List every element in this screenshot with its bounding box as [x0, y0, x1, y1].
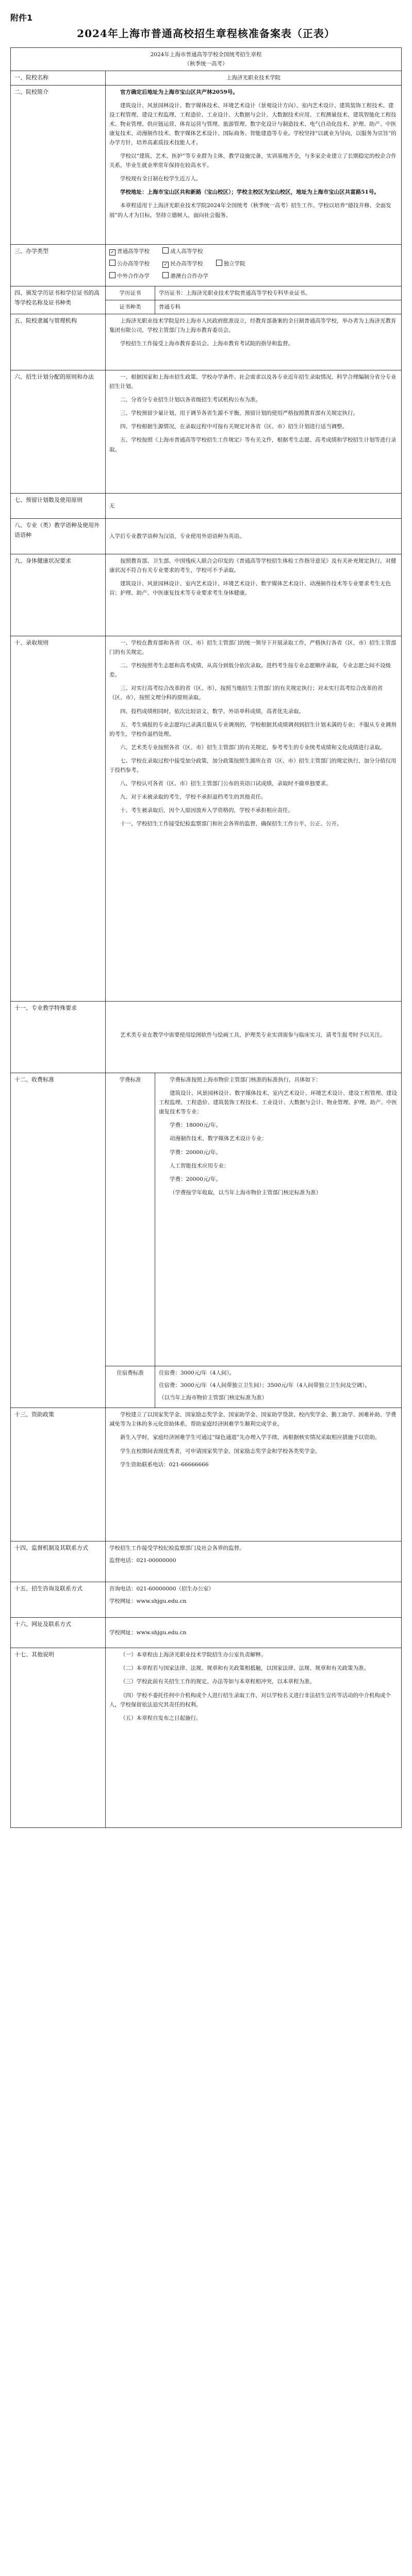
row-reserved-plan	[11, 494, 402, 519]
option-sino-foreign: 中外合作办学	[109, 273, 150, 279]
checkbox-checked-icon: ✓	[109, 249, 116, 256]
row-affiliation	[11, 314, 402, 370]
intro-para: 官方确定后地址为上海市宝山区共产林2059号。	[120, 89, 238, 95]
row-consultation	[11, 1582, 402, 1618]
checkbox-checked-icon: ✓	[162, 262, 169, 268]
row-certificate-1	[11, 286, 402, 300]
school-type-label: 三、办学类型	[11, 245, 106, 286]
intro-row	[11, 48, 402, 71]
other-notes-label: 十七、其他说明	[11, 1648, 106, 1828]
option-private: ✓ 民办高等学校	[162, 261, 203, 267]
rule-para: 十一、学校招生工作接受纪检监察部门和社会各界的监督，确保招生工作公平、公正、公开。	[120, 820, 342, 827]
aid-policy-label: 十三、资助政策	[11, 1408, 106, 1541]
health-label: 九、身体健康状况要求	[11, 554, 106, 636]
supervision-value	[106, 1541, 402, 1582]
option-adult: 成人高等学校	[162, 248, 203, 255]
charter-subtitle: （秋季统一高考）	[184, 61, 228, 67]
rule-para: 四、投档成绩相同时，依次比较语文、数学、外语单科成绩，高者优先录取。	[120, 708, 304, 715]
intro-para: 学校以“建筑、艺术、医护”等专业群为主体，教学设施完备，实训基地齐全，与多家企业建立了长期稳定的校企合作关系，毕业生就业率常年保持在较高水平。	[109, 153, 397, 169]
row-other-notes	[11, 1648, 402, 1828]
supervision-phone: 监督电话：021-00000000	[109, 1557, 176, 1564]
fee-label: 十二、收费标准	[11, 1073, 106, 1408]
plan-allocation-label: 六、招生计划分配的原则和办法	[11, 370, 106, 494]
checkbox-empty-icon	[162, 272, 169, 278]
rule-para: 五、考生填报的专业志愿均已录满且服从专业调剂的，学校根据其成绩调剂到招生计划未满的专业；不服从专业调剂的考生，学校作退档处理。	[109, 721, 397, 737]
school-name-label: 一、院校名称	[11, 71, 106, 86]
document-title: 2024年上海市普通高校招生章程核准备案表（正表）	[77, 27, 335, 40]
intro-para: 学校地址：上海市宝山区共和新路（宝山校区）；学校主校区为宝山校区，地址为上海市宝山区共富路51号。	[120, 189, 380, 196]
reserved-plan-value: 无	[106, 494, 402, 519]
aid-para: 学生在校期间表现优秀者，可申请国家奖学金、国家励志奖学金和学校各类奖学金。	[120, 1448, 321, 1454]
plan-para: 二、分省分专业招生计划以各省级招生考试机构公布为准。	[120, 397, 261, 403]
dorm-para: 住宿费：3000元/年（4人间带独立卫生间）；3500元/年（4人间带独立卫生间及空调）。	[159, 1382, 370, 1389]
fee-para: 学费标准按照上海市物价主管部门核准的标准执行，具体如下：	[170, 1077, 321, 1083]
school-intro-label: 二、院校简介	[11, 86, 106, 245]
plan-para: 五、学校按照《上海市普通高等学校招生工作规定》等有关文件，根据考生志愿、高考成绩和学校招生计划等进行录取。	[109, 437, 397, 453]
certificate-sub-label: 学历证书	[106, 286, 155, 300]
dorm-para: 住宿费：3000元/年（4人间）。	[159, 1370, 235, 1377]
dorm-sub-label: 住宿费标准	[106, 1366, 155, 1408]
language-value: 入学后专业教学语种为汉语，专业使用外语语种为英语。	[106, 519, 402, 554]
row-language	[11, 519, 402, 554]
language-label: 八、专业（类）教学语种及使用外语语种	[11, 519, 106, 554]
charter-name: 2024年上海市普通高等学校全国统考招生章程	[150, 52, 262, 58]
consultation-value	[106, 1582, 402, 1618]
row-fee-tuition	[11, 1073, 402, 1366]
affiliation-value	[106, 314, 402, 370]
rule-para: 二、学校按照考生志愿和高考成绩，从高分到低分依次录取。进档考生按专业志愿顺序录取，专业志愿之间不设级差。	[109, 663, 391, 679]
teaching-requirements-value	[106, 1002, 402, 1073]
certificate-label: 四、颁发学历证书和学位证书的高等学校名称及证书种类	[11, 286, 106, 314]
admission-rules-label: 十、录取规则	[11, 636, 106, 1002]
row-teaching-requirements	[11, 1002, 402, 1073]
fee-para: 学费：20000元/年。	[170, 1176, 221, 1182]
row-plan-allocation	[11, 370, 402, 494]
row-admission-rules	[11, 636, 402, 1002]
aid-para: 学校建立了以国家奖学金、国家励志奖学金、国家助学金、国家助学贷款、校内奖学金、勤工助学、困难补助、学费减免等为主体的多元化资助体系，帮助家庭经济困难学生顺利完成学业。	[109, 1412, 397, 1428]
aid-para: 学生资助联系电话：021-66666666	[120, 1461, 209, 1468]
row-school-name	[11, 71, 402, 86]
plan-para: 四、学校根据生源情况，在录取过程中可按有关规定对各省（区、市）招生计划进行适当调整。	[120, 423, 348, 430]
checkbox-empty-icon	[162, 247, 169, 253]
health-para: 建筑设计、风景园林设计、室内艺术设计、环境艺术设计、数字媒体艺术设计、动漫制作技术等专业要求考生无色盲；护理、助产、中医康复技术等专业要求考生身体健康。	[109, 581, 391, 597]
plan-para: 三、学校预留少量计划，用于调节各省生源不平衡，预留计划的使用严格按照教育部有关规定执行。	[120, 410, 358, 417]
rule-para: 三、对实行高考综合改革的省（区、市），按照当地招生主管部门的有关规定执行；对未实行高考综合改革的省（区、市），按照文理分科的原则录取。	[109, 685, 383, 701]
rule-para: 六、艺术类专业按照各省（区、市）招生主管部门的有关规定，参考考生的专业统考成绩和文化成绩进行录取。	[120, 744, 386, 751]
row-aid-policy	[11, 1408, 402, 1541]
checkbox-empty-icon	[109, 272, 116, 278]
option-independent: 独立学院	[216, 261, 245, 267]
rule-para: 一、学校在教育部和各省（区、市）招生主管部门的统一领导下开展录取工作，严格执行各省（区、市）招生主管部门的有关规定。	[109, 640, 397, 656]
intro-para: 建筑设计、风景园林设计、数字媒体技术、环境艺术设计（景观设计方向）、室内艺术设计、建筑装饰工程技术、建设工程管理、建设工程监理、工程造价、工业设计、大数据与会计、大数据技术应用、工程测量技术、建筑智能化工程技术、物业管理、供应链运营、体育运营与管理、旅游管理、数字化设计与制造技术、电气自动化技术、护理、助产、中医康复技术、动漫制作技术、数字媒体艺术设计、国际商务、智能建造等专业。学校坚持“以就业为导向，以服务为宗旨”的办学方针，培养高素质技术技能人才。	[109, 103, 397, 146]
aid-policy-value	[106, 1408, 402, 1541]
fee-para: 建筑设计、风景园林设计、数字媒体技术、室内艺术设计、环境艺术设计、建设工程管理、建设工程监理、工程造价、建筑装饰工程技术、工业设计、大数据与会计、物业管理、护理、助产、中医康复技术等专业：	[159, 1090, 397, 1115]
option-regular: ✓ 普通高等学校	[109, 248, 150, 255]
fee-para: （学费按学年收取，以当年上海市物价主管部门核定标准为准）	[170, 1189, 321, 1196]
fee-para: 人工智能技术应用专业：	[170, 1162, 229, 1169]
document-page	[10, 0, 402, 1828]
notes-para: （三）学校此前有关招生工作的规定、办法等如与本章程相冲突，以本章程为准。	[120, 1679, 315, 1685]
consultation-phone: 咨询电话：021-60000000（招生办公室）	[109, 1586, 215, 1592]
teaching-para: 艺术类专业在教学中需要使用绘图软件与绘画工具，护理类专业实训需参与临床实习，请考生报考时予以关注。	[120, 1032, 386, 1039]
consultation-label: 十五、招生咨询及联系方式	[11, 1582, 106, 1618]
school-intro-value	[106, 86, 402, 245]
rule-para: 九、对于未被录取的考生，学校不承担退档考生的其他责任。	[120, 793, 267, 800]
notes-para: （二）本章程若与国家法律、法规、规章和有关政策相抵触，以国家法律、法规、规章和有关政策为准。	[120, 1665, 369, 1672]
health-value	[106, 554, 402, 636]
teaching-requirements-label: 十一、专业教学特殊要求	[11, 1002, 106, 1073]
tuition-sub-label: 学费标准	[106, 1073, 155, 1366]
fee-para: 学费：18000元/年。	[170, 1122, 221, 1129]
row-supervision	[11, 1541, 402, 1582]
affiliation-label: 五、院校隶属与管理机构	[11, 314, 106, 370]
notes-para: （四）学校不委托任何中介机构或个人进行招生录取工作，对以学校名义进行非法招生宣传等活动的中介机构或个人，学校保留依法追究其责任的权利。	[109, 1692, 391, 1708]
reserved-plan-label: 七、预留计划数及使用原则	[11, 494, 106, 519]
fee-para: 动漫制作技术、数字媒体艺术设计专业：	[170, 1136, 267, 1142]
website-value: 学校网址：www.shjgu.edu.cn	[106, 1618, 402, 1648]
notes-para: （五）本章程自发布之日起施行。	[120, 1715, 202, 1721]
dorm-value	[155, 1366, 402, 1408]
row-school-type	[11, 245, 402, 286]
school-name-value: 上海济光职业技术学院	[106, 71, 402, 86]
website-label: 十六、网址及联系方式	[11, 1618, 106, 1648]
supervision-para: 学校招生工作接受学校纪检监察部门及社会各界的监督。	[109, 1545, 245, 1552]
rule-para: 十、考生被录取后，因个人原因放弃入学资格的，学校不承担相应责任。	[120, 807, 293, 814]
notes-para: （一）本章程由上海济光职业技术学院招生办公室负责解释。	[120, 1652, 267, 1658]
health-para: 按照教育部、卫生部、中国残疾人联合会印发的《普通高等学校招生体检工作指导意见》及有关补充规定执行，对健康状况不符合有关专业要求的考生，学校可不予录取。	[109, 558, 397, 574]
fee-para: 学费：20000元/年。	[170, 1149, 221, 1156]
certificate-value: 学历证书：上海济光职业技术学院普通高等学校专科毕业证书。	[155, 286, 402, 300]
aid-para: 新生入学时，家庭经济困难学生可通过“绿色通道”先办理入学手续，再根据核实情况采取相应措施予以资助。	[120, 1434, 381, 1441]
rule-para: 八、学校认可各省（区、市）招生主管部门公布的英语口试成绩，录取时不做单独要求。	[120, 780, 332, 787]
intro-para: 本章程适用于上海济光职业技术学院2024年全国统考（秋季统一高考）招生工作。学校以培养“德技并修、全面发展”的人才为目标，坚持立德树人，面向社会服务。	[109, 202, 391, 218]
plan-para: 一、根据国家和上海市招生政策、学校办学条件、社会需求以及各专业近年招生录取情况，科学合理编制分省分专业招生计划。	[109, 374, 397, 390]
attachment-label: 附件1	[10, 13, 33, 23]
certificate-type-value: 普通专科	[155, 300, 402, 314]
tuition-value	[155, 1073, 402, 1366]
intro-para: 学校现有全日制在校学生近万人。	[120, 176, 202, 182]
option-hk-macao-tw: 港澳台合作办学	[162, 273, 208, 279]
affiliation-para: 上海济光职业技术学院是经上海市人民政府批准设立，经教育部备案的全日制普通高等学校，举办者为上海济光教育集团有限公司，学校主管部门为上海市教育委员会。	[109, 318, 397, 334]
school-type-options	[106, 245, 402, 286]
certificate-type-label: 证书种类	[106, 300, 155, 314]
row-website	[11, 1618, 402, 1648]
checkbox-empty-icon	[109, 260, 116, 266]
option-public: 公办高等学校	[109, 261, 150, 267]
affiliation-para: 学校招生工作接受上海市教育委员会、上海市教育考试院的指导和监督。	[120, 341, 293, 347]
other-notes-value	[106, 1648, 402, 1828]
rule-para: 七、学校在录取过程中接受加分政策，加分政策按照生源所在省（区、市）招生主管部门的规定执行，加分分值仅用于投档参考。	[109, 757, 397, 773]
plan-allocation-value	[106, 370, 402, 494]
consultation-website: 学校网址：www.shjgu.edu.cn	[109, 1598, 187, 1605]
dorm-para: （以当年上海市物价主管部门核定标准为准）	[159, 1395, 267, 1401]
row-health	[11, 554, 402, 636]
admission-rules-value	[106, 636, 402, 1002]
filing-form-table	[10, 47, 402, 1828]
row-school-intro	[11, 86, 402, 245]
supervision-label: 十四、监督机制及其联系方式	[11, 1541, 106, 1582]
checkbox-empty-icon	[216, 260, 222, 266]
